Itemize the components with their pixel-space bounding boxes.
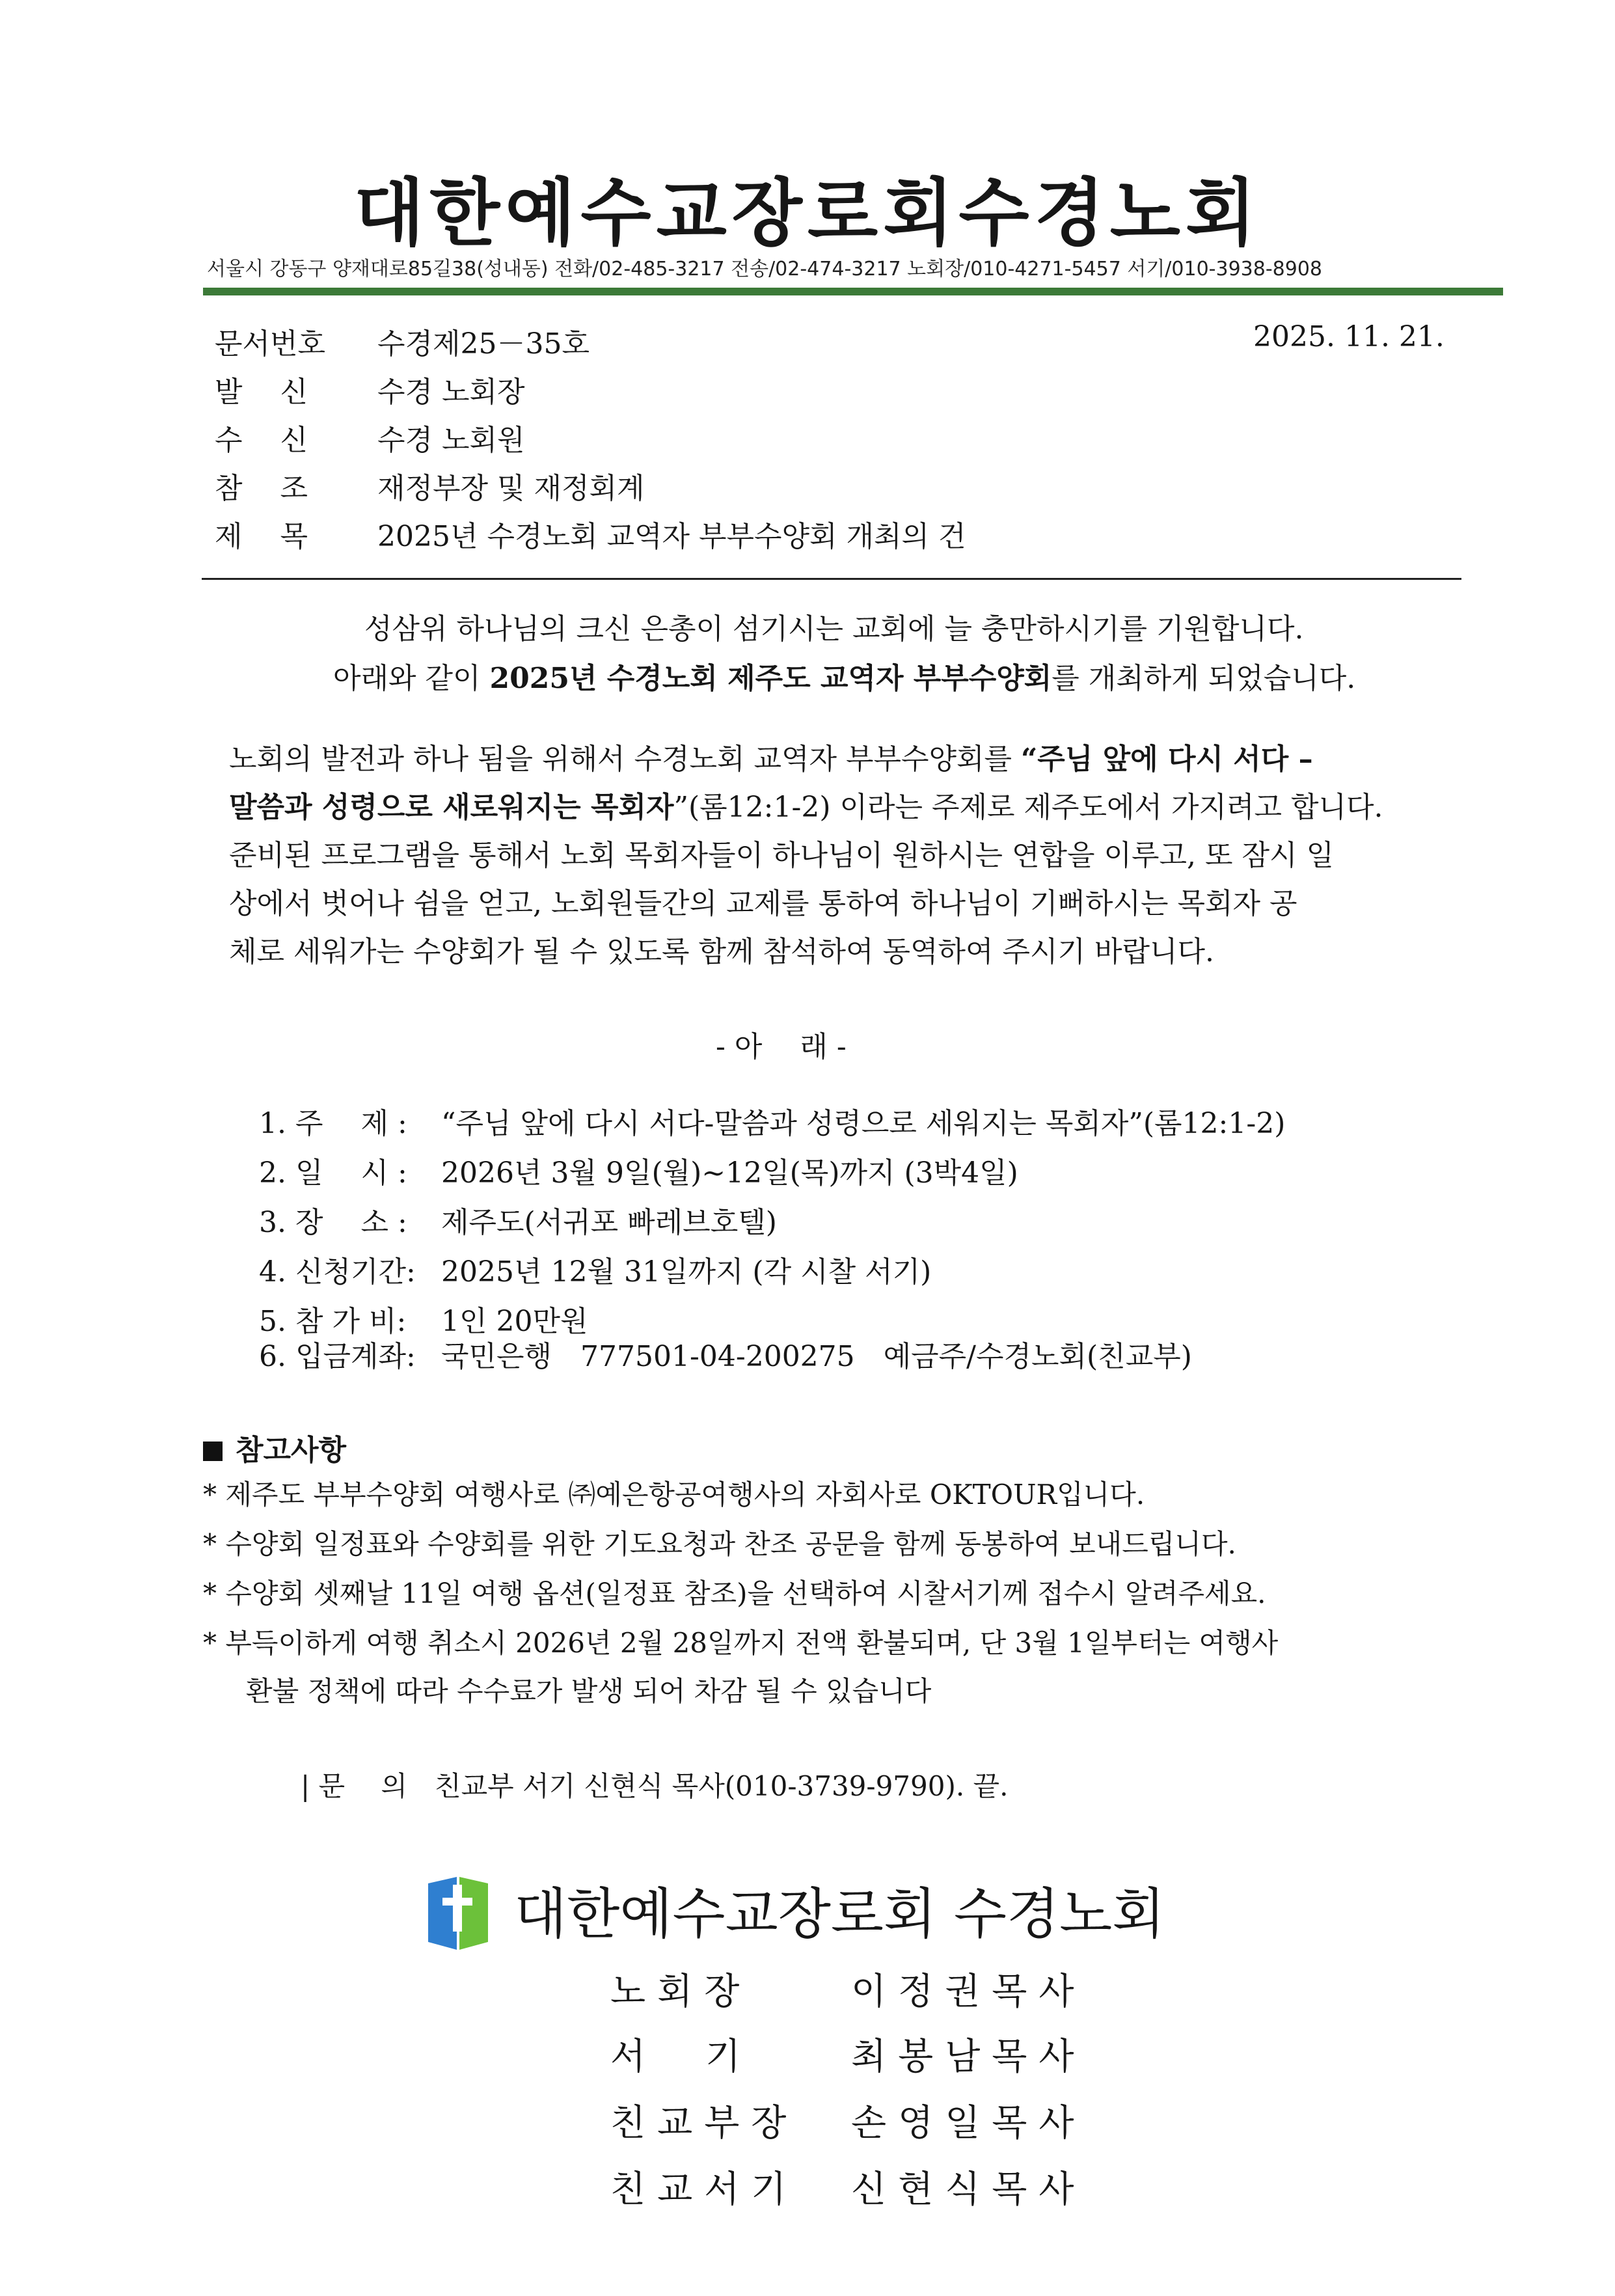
subject-value: 2025년 수경노회 교역자 부부수양회 개최의 건 [377, 520, 966, 553]
letterhead-address: 서울시 강동구 양재대로85길38(성내동) 전화/02-485-3217 전송/02-474-3217 노회장/010-4271-5457 서기/010-3938-8908 [207, 258, 1323, 280]
detail-row: 6. 입금계좌: 국민은행 777501-04-200275 예금주/수경노회(친교부) [259, 1340, 1192, 1373]
signatory-row: 친교부장 손영일목사 [610, 2102, 1086, 2144]
to-value: 수경 노회원 [377, 424, 525, 457]
signatory-row: 서 기 최봉남목사 [610, 2036, 1086, 2078]
detail-row: 3. 장 소 : 제주도(서귀포 빠레브호텔) [259, 1206, 777, 1239]
from-row [215, 368, 525, 410]
body-line-4: 상에서 벗어나 쉼을 얻고, 노회원들간의 교제를 통하여 하나님이 기뻐하시는 목회자 공 [229, 887, 1297, 920]
note-item: * 수양회 일정표와 수양회를 위한 기도요청과 찬조 공문을 함께 동봉하여 보내드립니다. [203, 1528, 1236, 1560]
doc-number-row [215, 320, 590, 362]
reference-value: 재정부장 및 재정회계 [377, 472, 645, 505]
note-item: * 제주도 부부수양회 여행사로 ㈜예은항공여행사의 자회사로 OKTOUR입니다. [203, 1479, 1145, 1510]
letterhead-divider-bar [203, 288, 1503, 295]
doc-number-label: 문서번호 [215, 327, 326, 361]
to-row [215, 417, 525, 458]
note-item: * 부득이하게 여행 취소시 2026년 2월 28일까지 전액 환불되며, 단 3월 1일부터는 여행사 [203, 1627, 1279, 1659]
detail-row: 4. 신청기간: 2025년 12월 31일까지 (각 시찰 서기) [259, 1255, 932, 1289]
detail-row: 5. 참 가 비: 1인 20만원 [259, 1305, 588, 1338]
greeting-highlight: 2025년 수경노회 제주도 교역자 부부수양회 [489, 662, 1052, 695]
subject-row [215, 513, 966, 554]
theme-highlight-2: 말씀과 성령으로 새로워지는 목회자 [229, 791, 674, 824]
square-bullet-icon [203, 1442, 223, 1461]
inquiry-line: | 문 의 친교부 서기 신현식 목사(010-3739-9790). 끝. [301, 1770, 1009, 1802]
reference-row [215, 465, 645, 506]
greeting-line-1: 성삼위 하나님의 크신 은총이 섬기시는 교회에 늘 충만하시기를 기원합니다. [364, 612, 1304, 646]
signatory-row: 친교서기 신현식목사 [610, 2168, 1086, 2211]
subject-label: 제 목 [215, 520, 308, 553]
body-line-1: 노회의 발전과 하나 됨을 위해서 수경노회 교역자 부부수양회를 “주님 앞에 다시 서다 – [229, 743, 1313, 776]
reference-label: 참 조 [215, 472, 308, 505]
to-label: 수 신 [215, 424, 308, 457]
doc-number: 수경제25－35호 [377, 327, 590, 361]
greeting-line-2: 아래와 같이 2025년 수경노회 제주도 교역자 부부수양회를 개최하게 되었습니다. [333, 662, 1356, 695]
body-line-3: 준비된 프로그램을 통해서 노회 목회자들이 하나님이 원하시는 연합을 이루고, 또 잠시 일 [229, 839, 1334, 872]
detail-row: 1. 주 제 : “주님 앞에 다시 서다-말씀과 성령으로 세워지는 목회자”(롬12:1-2) [259, 1107, 1286, 1140]
detail-row: 2. 일 시 : 2026년 3월 9일(월)~12일(목)까지 (3박4일) [259, 1156, 1018, 1190]
letterhead-title: 대한예수교장로회수경노회 [353, 171, 1262, 256]
note-item: * 수양회 셋째날 11일 여행 옵션(일정표 참조)을 선택하여 시찰서기께 접수시 알려주세요. [203, 1578, 1266, 1609]
body-line-2: 말씀과 성령으로 새로워지는 목회자”(롬12:1-2) 이라는 주제로 제주도에서 가지려고 합니다. [229, 791, 1383, 824]
header-divider [202, 578, 1461, 580]
note-continuation: 환불 정책에 따라 수수료가 발생 되어 차감 될 수 있습니다 [246, 1675, 932, 1707]
below-heading: - 아 래 - [716, 1030, 847, 1063]
notes-heading: 참고사항 [203, 1427, 346, 1468]
from-value: 수경 노회장 [377, 376, 525, 409]
signatory-row: 노회장 이정권목사 [610, 1971, 1086, 2013]
body-line-5: 체로 세워가는 수양회가 될 수 있도록 함께 참석하여 동역하여 주시기 바랍니다. [229, 935, 1214, 968]
doc-date: 2025. 11. 21. [1253, 320, 1445, 353]
church-cross-logo-icon [423, 1874, 495, 1952]
theme-highlight-1: “주님 앞에 다시 서다 – [1021, 743, 1313, 776]
footer-org-name: 대한예수교장로회 수경노회 [514, 1882, 1165, 1946]
from-label: 발 신 [215, 376, 308, 409]
